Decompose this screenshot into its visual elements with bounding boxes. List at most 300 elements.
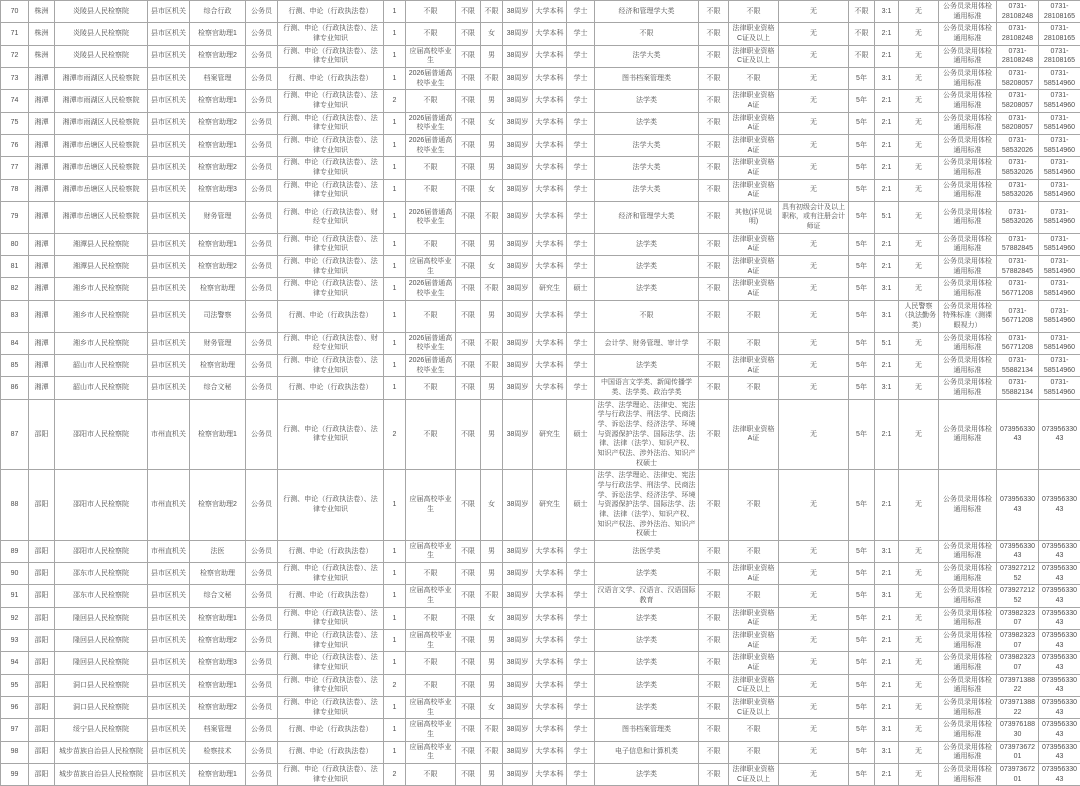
cell-region: 株洲 — [29, 45, 55, 67]
cell-education: 大学本科 — [533, 67, 567, 89]
cell-exam: 行测、申论（行政执法卷）、法律专业知识 — [278, 652, 384, 674]
cell-ratio: 2:1 — [875, 90, 899, 112]
cell-region: 邵阳 — [29, 585, 55, 607]
cell-hukou: 不限 — [456, 201, 481, 233]
cell-identity: 2026届普通高校毕业生 — [406, 201, 456, 233]
cell-level: 县市区机关 — [148, 674, 190, 696]
cell-degree: 学士 — [567, 355, 595, 377]
cell-identity: 不限 — [406, 763, 456, 785]
cell-region: 湘潭 — [29, 201, 55, 233]
cell-gender: 男 — [481, 377, 503, 399]
cell-grassroots: 不限 — [699, 585, 729, 607]
cell-exam: 行测、申论（行政执法卷） — [278, 540, 384, 562]
cell-supervise_phone: 07395633043 — [1039, 719, 1080, 741]
cell-no: 70 — [1, 1, 29, 23]
cell-grassroots: 不限 — [699, 630, 729, 652]
cell-gender: 不限 — [481, 278, 503, 300]
cell-education: 大学本科 — [533, 332, 567, 354]
cell-phone: 07397367201 — [997, 763, 1039, 785]
cell-hukou: 不限 — [456, 256, 481, 278]
cell-exam: 行测、申论（行政执法卷）、法律专业知识 — [278, 470, 384, 541]
cell-physical_test: 无 — [899, 355, 939, 377]
cell-identity: 应届高校毕业生 — [406, 470, 456, 541]
cell-education: 大学本科 — [533, 112, 567, 134]
cell-gender: 女 — [481, 697, 503, 719]
cell-other: 无 — [779, 377, 849, 399]
cell-education: 大学本科 — [533, 179, 567, 201]
cell-degree: 学士 — [567, 90, 595, 112]
cell-degree: 学士 — [567, 23, 595, 45]
cell-supervise_phone: 0731-58514960 — [1039, 201, 1080, 233]
cell-exam: 行测、申论（行政执法卷）、法律专业知识 — [278, 134, 384, 156]
cell-position: 检察官助理2 — [190, 630, 246, 652]
cell-age: 38周岁 — [503, 585, 533, 607]
cell-medical_standard: 公务员录用体检通用标准 — [939, 23, 997, 45]
cell-age: 38周岁 — [503, 134, 533, 156]
cell-identity: 不限 — [406, 563, 456, 585]
cell-unit: 洞口县人民检察院 — [55, 674, 148, 696]
cell-physical_test: 无 — [899, 377, 939, 399]
cell-exam: 行测、申论（行政执法卷）、法律专业知识 — [278, 90, 384, 112]
cell-physical_test: 无 — [899, 630, 939, 652]
cell-supervise_phone: 0731-58514960 — [1039, 134, 1080, 156]
cell-exam: 行测、申论（行政执法卷）、法律专业知识 — [278, 630, 384, 652]
cell-count: 1 — [384, 630, 406, 652]
cell-region: 邵阳 — [29, 470, 55, 541]
cell-degree: 学士 — [567, 179, 595, 201]
cell-age: 38周岁 — [503, 1, 533, 23]
cell-exam: 行测、申论（行政执法卷）、法律专业知识 — [278, 112, 384, 134]
cell-count: 1 — [384, 741, 406, 763]
cell-count: 1 — [384, 67, 406, 89]
cell-physical_test: 无 — [899, 256, 939, 278]
cell-count: 1 — [384, 697, 406, 719]
cell-category: 公务员 — [246, 23, 278, 45]
cell-region: 邵阳 — [29, 719, 55, 741]
cell-education: 大学本科 — [533, 652, 567, 674]
cell-position: 财务管理 — [190, 201, 246, 233]
cell-gender: 男 — [481, 630, 503, 652]
cell-gender: 男 — [481, 134, 503, 156]
cell-position: 检察官助理2 — [190, 697, 246, 719]
cell-level: 县市区机关 — [148, 233, 190, 255]
cell-phone: 07395633043 — [997, 540, 1039, 562]
cell-hukou: 不限 — [456, 112, 481, 134]
cell-degree: 学士 — [567, 697, 595, 719]
cell-physical_test: 无 — [899, 332, 939, 354]
cell-exam: 行测、申论（行政执法卷）、法律专业知识 — [278, 256, 384, 278]
cell-major: 法学类 — [595, 256, 699, 278]
cell-exam: 行测、申论（行政执法卷） — [278, 377, 384, 399]
cell-phone: 0731-56771208 — [997, 300, 1039, 332]
cell-ratio: 3:1 — [875, 741, 899, 763]
cell-service_years: 5年 — [849, 377, 875, 399]
table-row — [1, 540, 1080, 562]
cell-exam: 行测、申论（行政执法卷）、法律专业知识 — [278, 23, 384, 45]
cell-hukou: 不限 — [456, 157, 481, 179]
cell-category: 公务员 — [246, 540, 278, 562]
cell-category: 公务员 — [246, 134, 278, 156]
cell-category: 公务员 — [246, 674, 278, 696]
cell-major: 汉语言文学、汉语言、汉语国际教育 — [595, 585, 699, 607]
cell-service_years: 5年 — [849, 719, 875, 741]
cell-exam: 行测、申论（行政执法卷）、法律专业知识 — [278, 179, 384, 201]
cell-certificate: 法律职业资格C证及以上 — [729, 23, 779, 45]
cell-hukou: 不限 — [456, 233, 481, 255]
cell-category: 公务员 — [246, 233, 278, 255]
cell-service_years: 5年 — [849, 67, 875, 89]
cell-other: 无 — [779, 90, 849, 112]
cell-degree: 学士 — [567, 233, 595, 255]
cell-service_years: 5年 — [849, 399, 875, 470]
cell-unit: 湘潭市岳塘区人民检察院 — [55, 201, 148, 233]
cell-region: 湘潭 — [29, 67, 55, 89]
cell-no: 79 — [1, 201, 29, 233]
cell-other: 无 — [779, 1, 849, 23]
cell-region: 湘潭 — [29, 300, 55, 332]
cell-unit: 湘乡市人民检察院 — [55, 278, 148, 300]
cell-physical_test: 无 — [899, 45, 939, 67]
cell-hukou: 不限 — [456, 540, 481, 562]
cell-supervise_phone: 0731-58514960 — [1039, 67, 1080, 89]
cell-education: 大学本科 — [533, 1, 567, 23]
cell-level: 县市区机关 — [148, 23, 190, 45]
cell-level: 市州直机关 — [148, 399, 190, 470]
cell-service_years: 不限 — [849, 45, 875, 67]
cell-unit: 炎陵县人民检察院 — [55, 23, 148, 45]
cell-identity: 不限 — [406, 607, 456, 629]
table-row — [1, 563, 1080, 585]
cell-grassroots: 不限 — [699, 134, 729, 156]
cell-hukou: 不限 — [456, 377, 481, 399]
cell-exam: 行测、申论（行政执法卷）、法律专业知识 — [278, 45, 384, 67]
cell-medical_standard: 公务员录用体检通用标准 — [939, 256, 997, 278]
cell-hukou: 不限 — [456, 278, 481, 300]
cell-degree: 学士 — [567, 67, 595, 89]
cell-hukou: 不限 — [456, 585, 481, 607]
cell-other: 无 — [779, 719, 849, 741]
cell-hukou: 不限 — [456, 1, 481, 23]
cell-identity: 不限 — [406, 90, 456, 112]
cell-age: 38周岁 — [503, 332, 533, 354]
table-row — [1, 23, 1080, 45]
cell-position: 检察官助理2 — [190, 45, 246, 67]
cell-level: 县市区机关 — [148, 1, 190, 23]
cell-unit: 邵阳市人民检察院 — [55, 540, 148, 562]
cell-count: 1 — [384, 23, 406, 45]
cell-region: 湘潭 — [29, 90, 55, 112]
cell-physical_test: 无 — [899, 278, 939, 300]
cell-certificate: 不限 — [729, 332, 779, 354]
cell-hukou: 不限 — [456, 355, 481, 377]
cell-level: 县市区机关 — [148, 256, 190, 278]
cell-phone: 0731-28108248 — [997, 1, 1039, 23]
cell-service_years: 5年 — [849, 563, 875, 585]
cell-category: 公务员 — [246, 719, 278, 741]
cell-certificate: 法律职业资格C证及以上 — [729, 763, 779, 785]
cell-physical_test: 无 — [899, 585, 939, 607]
cell-grassroots: 不限 — [699, 652, 729, 674]
cell-age: 38周岁 — [503, 719, 533, 741]
cell-count: 1 — [384, 201, 406, 233]
cell-physical_test: 人民警察（执法勤务类） — [899, 300, 939, 332]
cell-grassroots: 不限 — [699, 355, 729, 377]
cell-count: 1 — [384, 134, 406, 156]
cell-unit: 洞口县人民检察院 — [55, 697, 148, 719]
cell-position: 检察技术 — [190, 741, 246, 763]
cell-category: 公务员 — [246, 201, 278, 233]
cell-count: 1 — [384, 157, 406, 179]
cell-age: 38周岁 — [503, 540, 533, 562]
cell-grassroots: 不限 — [699, 719, 729, 741]
cell-hukou: 不限 — [456, 470, 481, 541]
cell-certificate: 不限 — [729, 719, 779, 741]
cell-position: 检察官助理3 — [190, 652, 246, 674]
cell-major: 法学类 — [595, 233, 699, 255]
cell-education: 大学本科 — [533, 157, 567, 179]
cell-certificate: 不限 — [729, 470, 779, 541]
cell-physical_test: 无 — [899, 1, 939, 23]
cell-region: 湘潭 — [29, 256, 55, 278]
cell-ratio: 2:1 — [875, 763, 899, 785]
cell-medical_standard: 公务员录用体检通用标准 — [939, 332, 997, 354]
cell-education: 大学本科 — [533, 607, 567, 629]
cell-identity: 应届高校毕业生 — [406, 585, 456, 607]
cell-major: 法学大类 — [595, 45, 699, 67]
cell-phone: 07395633043 — [997, 399, 1039, 470]
cell-identity: 2026届普通高校毕业生 — [406, 278, 456, 300]
cell-other: 无 — [779, 470, 849, 541]
cell-position: 检察官助理1 — [190, 674, 246, 696]
cell-position: 检察官助理1 — [190, 134, 246, 156]
cell-no: 73 — [1, 67, 29, 89]
cell-degree: 学士 — [567, 563, 595, 585]
cell-degree: 学士 — [567, 45, 595, 67]
cell-certificate: 法律职业资格A证 — [729, 179, 779, 201]
cell-count: 1 — [384, 256, 406, 278]
cell-level: 县市区机关 — [148, 630, 190, 652]
cell-gender: 男 — [481, 674, 503, 696]
cell-other: 无 — [779, 607, 849, 629]
cell-position: 检察官助理1 — [190, 233, 246, 255]
cell-physical_test: 无 — [899, 540, 939, 562]
cell-service_years: 5年 — [849, 630, 875, 652]
cell-hukou: 不限 — [456, 23, 481, 45]
cell-region: 湘潭 — [29, 377, 55, 399]
cell-degree: 学士 — [567, 540, 595, 562]
cell-grassroots: 不限 — [699, 278, 729, 300]
cell-service_years: 5年 — [849, 332, 875, 354]
cell-other: 无 — [779, 630, 849, 652]
cell-count: 2 — [384, 399, 406, 470]
cell-supervise_phone: 0731-28108165 — [1039, 45, 1080, 67]
cell-other: 无 — [779, 585, 849, 607]
cell-count: 1 — [384, 233, 406, 255]
table-row — [1, 278, 1080, 300]
cell-gender: 女 — [481, 179, 503, 201]
cell-education: 大学本科 — [533, 23, 567, 45]
cell-certificate: 法律职业资格A证 — [729, 399, 779, 470]
cell-education: 大学本科 — [533, 90, 567, 112]
cell-major: 法学类 — [595, 607, 699, 629]
cell-ratio: 3:1 — [875, 585, 899, 607]
cell-age: 38周岁 — [503, 67, 533, 89]
cell-education: 大学本科 — [533, 674, 567, 696]
cell-physical_test: 无 — [899, 23, 939, 45]
cell-identity: 不限 — [406, 157, 456, 179]
cell-hukou: 不限 — [456, 607, 481, 629]
cell-exam: 行测、申论（行政执法卷） — [278, 300, 384, 332]
cell-phone: 0731-57882845 — [997, 256, 1039, 278]
cell-ratio: 2:1 — [875, 399, 899, 470]
cell-education: 大学本科 — [533, 697, 567, 719]
cell-medical_standard: 公务员录用体检通用标准 — [939, 540, 997, 562]
table-row — [1, 300, 1080, 332]
cell-major: 电子信息和计算机类 — [595, 741, 699, 763]
cell-degree: 学士 — [567, 763, 595, 785]
cell-position: 档案管理 — [190, 719, 246, 741]
cell-ratio: 2:1 — [875, 256, 899, 278]
cell-identity: 应届高校毕业生 — [406, 540, 456, 562]
cell-other: 无 — [779, 278, 849, 300]
cell-supervise_phone: 07395633043 — [1039, 697, 1080, 719]
cell-gender: 男 — [481, 763, 503, 785]
cell-other: 无 — [779, 652, 849, 674]
cell-certificate: 法律职业资格A证 — [729, 607, 779, 629]
cell-phone: 0731-28108248 — [997, 45, 1039, 67]
cell-no: 91 — [1, 585, 29, 607]
cell-unit: 炎陵县人民检察院 — [55, 1, 148, 23]
cell-no: 96 — [1, 697, 29, 719]
cell-other: 无 — [779, 67, 849, 89]
cell-region: 湘潭 — [29, 134, 55, 156]
cell-identity: 应届高校毕业生 — [406, 45, 456, 67]
cell-unit: 湘潭市雨湖区人民检察院 — [55, 112, 148, 134]
cell-physical_test: 无 — [899, 652, 939, 674]
cell-unit: 城步苗族自治县人民检察院 — [55, 763, 148, 785]
cell-degree: 硕士 — [567, 399, 595, 470]
cell-hukou: 不限 — [456, 90, 481, 112]
cell-education: 研究生 — [533, 278, 567, 300]
cell-education: 大学本科 — [533, 256, 567, 278]
cell-age: 38周岁 — [503, 630, 533, 652]
cell-major: 法学大类 — [595, 157, 699, 179]
table-row — [1, 45, 1080, 67]
cell-position: 档案管理 — [190, 67, 246, 89]
cell-service_years: 5年 — [849, 112, 875, 134]
cell-identity: 不限 — [406, 23, 456, 45]
cell-level: 县市区机关 — [148, 278, 190, 300]
cell-identity: 不限 — [406, 1, 456, 23]
cell-phone: 0731-28108248 — [997, 23, 1039, 45]
cell-physical_test: 无 — [899, 607, 939, 629]
cell-no: 89 — [1, 540, 29, 562]
cell-grassroots: 不限 — [699, 201, 729, 233]
cell-gender: 男 — [481, 563, 503, 585]
cell-category: 公务员 — [246, 112, 278, 134]
cell-physical_test: 无 — [899, 470, 939, 541]
table-row — [1, 67, 1080, 89]
cell-supervise_phone: 0731-58514960 — [1039, 278, 1080, 300]
cell-service_years: 5年 — [849, 179, 875, 201]
cell-supervise_phone: 07395633043 — [1039, 470, 1080, 541]
cell-medical_standard: 公务员录用体检通用标准 — [939, 201, 997, 233]
cell-unit: 韶山市人民检察院 — [55, 377, 148, 399]
cell-level: 县市区机关 — [148, 179, 190, 201]
cell-gender: 男 — [481, 399, 503, 470]
cell-certificate: 法律职业资格A证 — [729, 355, 779, 377]
table-row — [1, 470, 1080, 541]
cell-level: 县市区机关 — [148, 332, 190, 354]
cell-service_years: 5年 — [849, 90, 875, 112]
cell-category: 公务员 — [246, 45, 278, 67]
cell-age: 38周岁 — [503, 179, 533, 201]
cell-position: 检察官助理1 — [190, 23, 246, 45]
cell-age: 38周岁 — [503, 377, 533, 399]
cell-identity: 不限 — [406, 674, 456, 696]
cell-phone: 0731-55882134 — [997, 355, 1039, 377]
cell-medical_standard: 公务员录用体检通用标准 — [939, 399, 997, 470]
cell-grassroots: 不限 — [699, 300, 729, 332]
cell-age: 38周岁 — [503, 233, 533, 255]
cell-count: 2 — [384, 763, 406, 785]
cell-education: 大学本科 — [533, 719, 567, 741]
cell-category: 公务员 — [246, 67, 278, 89]
cell-position: 检察官助理 — [190, 278, 246, 300]
cell-grassroots: 不限 — [699, 741, 729, 763]
cell-count: 1 — [384, 1, 406, 23]
cell-service_years: 不限 — [849, 23, 875, 45]
cell-identity: 应届高校毕业生 — [406, 719, 456, 741]
cell-phone: 0731-56771208 — [997, 278, 1039, 300]
table-row — [1, 179, 1080, 201]
cell-gender: 男 — [481, 157, 503, 179]
cell-position: 检察官助理2 — [190, 256, 246, 278]
cell-exam: 行测、申论（行政执法卷）、法律专业知识 — [278, 763, 384, 785]
cell-no: 97 — [1, 719, 29, 741]
cell-certificate: 法律职业资格A证 — [729, 278, 779, 300]
table-row — [1, 90, 1080, 112]
cell-hukou: 不限 — [456, 563, 481, 585]
cell-exam: 行测、申论（行政执法卷）、法律专业知识 — [278, 157, 384, 179]
cell-ratio: 3:1 — [875, 377, 899, 399]
cell-degree: 学士 — [567, 674, 595, 696]
cell-grassroots: 不限 — [699, 470, 729, 541]
cell-unit: 韶山市人民检察院 — [55, 355, 148, 377]
cell-other: 无 — [779, 763, 849, 785]
cell-gender: 女 — [481, 256, 503, 278]
cell-age: 38周岁 — [503, 90, 533, 112]
cell-region: 湘潭 — [29, 233, 55, 255]
cell-level: 市州直机关 — [148, 470, 190, 541]
cell-education: 研究生 — [533, 399, 567, 470]
cell-education: 大学本科 — [533, 355, 567, 377]
cell-unit: 隆回县人民检察院 — [55, 607, 148, 629]
cell-service_years: 5年 — [849, 674, 875, 696]
cell-count: 1 — [384, 652, 406, 674]
cell-ratio: 2:1 — [875, 470, 899, 541]
cell-no: 75 — [1, 112, 29, 134]
cell-exam: 行测、申论（行政执法卷）、法律专业知识 — [278, 278, 384, 300]
table-row — [1, 763, 1080, 785]
cell-identity: 应届高校毕业生 — [406, 741, 456, 763]
cell-service_years: 5年 — [849, 585, 875, 607]
cell-region: 邵阳 — [29, 540, 55, 562]
cell-supervise_phone: 0731-58514960 — [1039, 157, 1080, 179]
cell-service_years: 5年 — [849, 470, 875, 541]
cell-exam: 行测、申论（行政执法卷）、法律专业知识 — [278, 607, 384, 629]
cell-grassroots: 不限 — [699, 67, 729, 89]
